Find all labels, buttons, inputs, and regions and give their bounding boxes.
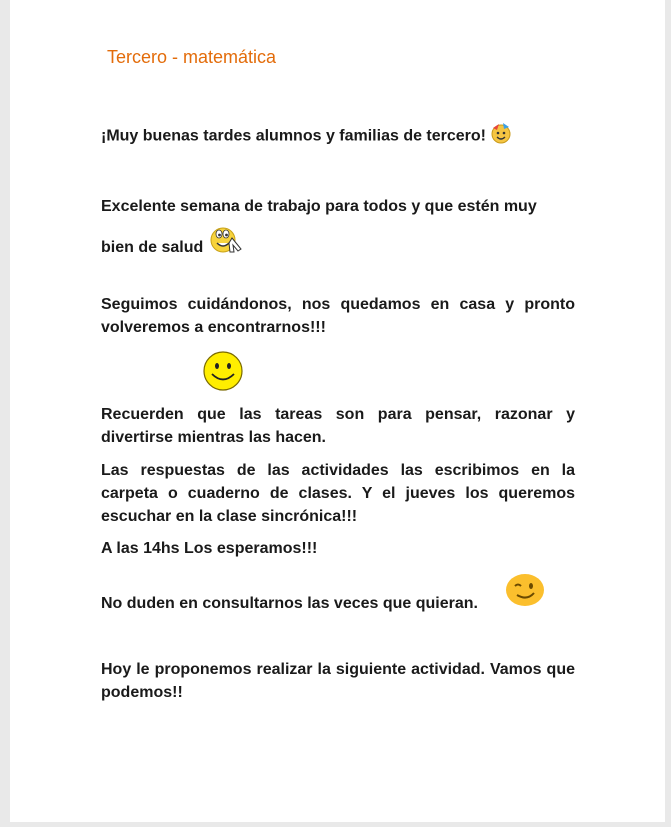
pointing-smiley-icon: [208, 224, 244, 269]
week-line1: Excelente semana de trabajo para todos y que estén muy: [101, 198, 537, 215]
winking-face-icon: [505, 573, 545, 612]
tasks-paragraph: Recuerden que las tareas son para pensar, razonar y divertirse mientras las hacen.: [101, 406, 575, 446]
greeting-text: ¡Muy buenas tardes alumnos y familias de tercero!: [101, 127, 487, 145]
time-paragraph: A las 14hs Los esperamos!!!: [101, 540, 318, 557]
party-emoji-icon: [490, 122, 512, 151]
week-line2: bien de salud: [101, 239, 204, 256]
document-page: [10, 0, 665, 822]
stay-home-paragraph: Seguimos cuidándonos, nos quedamos en casa y pronto volveremos a encontrarnos!!!: [101, 296, 575, 336]
activity-paragraph: Hoy le proponemos realizar la siguiente actividad. Vamos que podemos!!: [101, 661, 575, 701]
consult-text: No duden en consultarnos las veces que quieran.: [101, 595, 478, 612]
week-paragraph: [101, 190, 575, 269]
greeting-paragraph: [101, 122, 575, 151]
smiley-face-icon: [202, 350, 244, 392]
document-title: Tercero - matemática: [107, 47, 277, 67]
answers-paragraph: Las respuestas de las actividades las escribimos en la carpeta o cuaderno de clases. Y el jueves los queremos escuchar en la clase sincrónica!!!: [101, 462, 575, 525]
consult-paragraph: [101, 592, 575, 615]
